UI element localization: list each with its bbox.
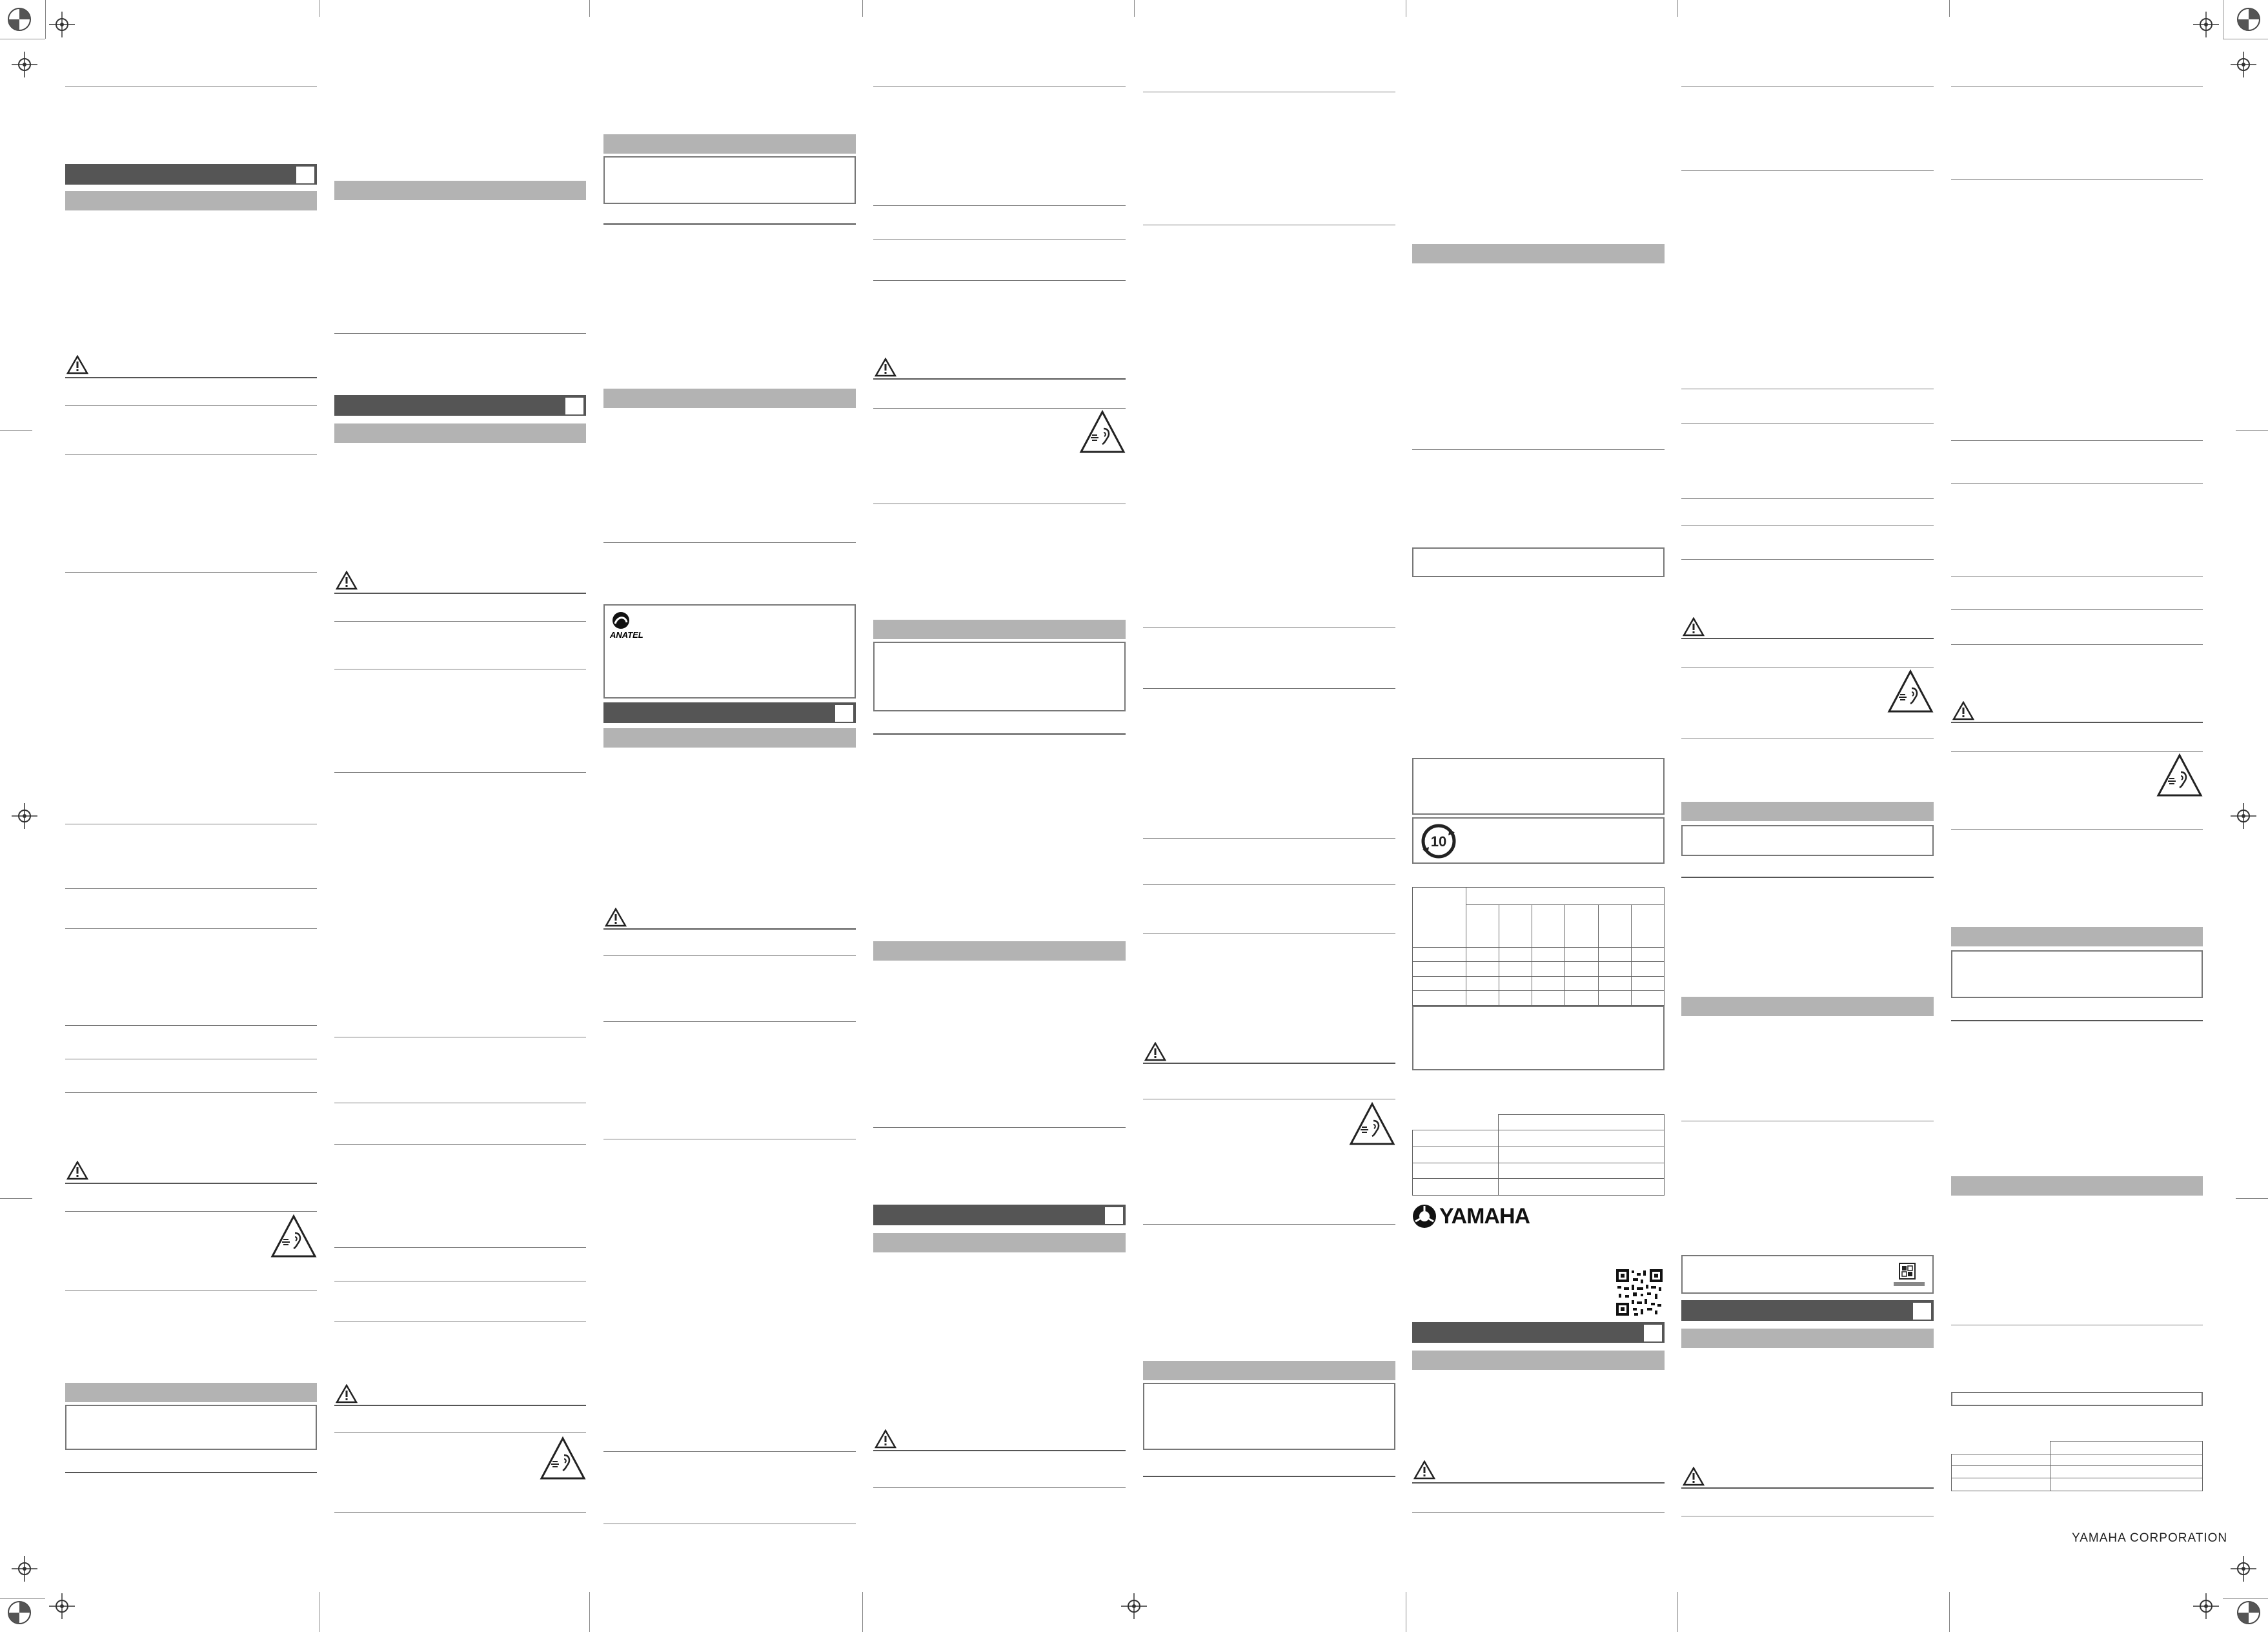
subsection-header-bar [873, 941, 1126, 961]
registration-mark-icon [2229, 1593, 2268, 1632]
crosshair-mark-icon [2193, 1593, 2219, 1619]
anatel-logo-icon [611, 611, 631, 630]
subsection-header-bar [1412, 1351, 1665, 1370]
crosshair-mark-icon [49, 12, 75, 37]
fold-mark [45, 0, 46, 39]
hearing-protection-icon [270, 1214, 317, 1260]
section-header-bar [1412, 1322, 1665, 1343]
fold-mark [589, 0, 590, 17]
fold-mark [2236, 430, 2268, 431]
crosshair-mark-icon [12, 52, 37, 77]
hearing-protection-icon [540, 1436, 586, 1482]
notice-box [1412, 547, 1665, 577]
contact-table [1951, 1441, 2203, 1491]
warning-triangle-icon [1683, 1467, 1705, 1486]
contact-table [1412, 1114, 1665, 1196]
fold-mark [862, 0, 863, 17]
notice-box [65, 1405, 317, 1450]
registration-mark-icon [0, 1593, 39, 1632]
fold-mark [1134, 0, 1135, 17]
notice-box [1143, 1383, 1395, 1450]
crosshair-mark-icon [2193, 12, 2219, 37]
recycle-notice-box [1681, 1255, 1934, 1294]
eco-notice-box [1412, 817, 1665, 864]
subsection-header-bar [1143, 1361, 1395, 1380]
subsection-header-bar [1681, 997, 1934, 1016]
crosshair-mark-icon [1121, 1593, 1147, 1619]
anatel-label: ANATEL [610, 630, 643, 640]
fold-mark [1677, 0, 1678, 17]
svg-text:10: 10 [1430, 833, 1447, 850]
subsection-header-bar [1412, 244, 1665, 263]
subsection-header-bar [603, 134, 856, 154]
crosshair-mark-icon [2231, 52, 2256, 77]
notice-box [1951, 950, 2203, 998]
warning-triangle-icon [1683, 617, 1705, 637]
subsection-header-bar [603, 389, 856, 408]
recycle-mark-icon [1899, 1263, 1916, 1280]
warning-triangle-icon [1413, 1460, 1435, 1480]
fold-mark [0, 1198, 32, 1199]
warning-triangle-icon [1144, 1042, 1166, 1061]
yamaha-logo [1412, 1203, 1530, 1229]
subsection-header-bar [1681, 1329, 1934, 1348]
warning-triangle-icon [336, 1384, 358, 1403]
eco-10-year-icon [1417, 821, 1460, 861]
subsection-header-bar [334, 423, 586, 443]
crosshair-mark-icon [12, 1556, 37, 1582]
fold-mark [862, 1592, 863, 1632]
hearing-protection-icon [1887, 669, 1934, 715]
hearing-protection-icon [2156, 753, 2203, 799]
crosshair-mark-icon [2231, 803, 2256, 829]
fold-mark [1677, 1592, 1678, 1632]
warning-triangle-icon [605, 908, 627, 927]
crosshair-mark-icon [2231, 1556, 2256, 1582]
section-header-bar [873, 1205, 1126, 1225]
warning-triangle-icon [66, 1161, 88, 1180]
subsection-header-bar [1951, 1176, 2203, 1196]
fold-mark [1949, 1592, 1950, 1632]
warning-triangle-icon [875, 1429, 896, 1449]
qr-code-icon [1615, 1268, 1664, 1317]
corporation-name: YAMAHA CORPORATION [2072, 1531, 2228, 1545]
subsection-header-bar [65, 1383, 317, 1402]
subsection-header-bar [334, 181, 586, 200]
hearing-protection-icon [1079, 409, 1126, 456]
subsection-header-bar [603, 728, 856, 748]
warning-triangle-icon [1952, 701, 1974, 720]
subsection-header-bar [1681, 802, 1934, 821]
section-header-bar [65, 164, 317, 185]
warning-triangle-icon [66, 355, 88, 374]
fold-mark [0, 1598, 45, 1599]
section-header-bar [1681, 1300, 1934, 1321]
fold-mark [0, 430, 32, 431]
registration-mark-icon [0, 0, 39, 39]
warning-triangle-icon [336, 571, 358, 590]
anatel-notice-box [603, 604, 856, 699]
yamaha-tuning-fork-icon [1412, 1204, 1437, 1229]
crosshair-mark-icon [12, 803, 37, 829]
notice-box [1681, 825, 1934, 856]
substance-table [1412, 887, 1665, 1006]
hearing-protection-icon [1349, 1101, 1395, 1148]
subsection-header-bar [873, 620, 1126, 639]
fold-mark [1949, 0, 1950, 17]
yamaha-wordmark: YAMAHA [1439, 1203, 1530, 1229]
subsection-header-bar [1951, 927, 2203, 946]
fold-mark [589, 1592, 590, 1632]
notice-box [1412, 758, 1665, 815]
notice-box [873, 642, 1126, 711]
section-header-bar [334, 395, 586, 416]
subsection-header-bar [65, 191, 317, 210]
subsection-header-bar [873, 1233, 1126, 1252]
section-header-bar [603, 702, 856, 723]
notice-box [1412, 1006, 1665, 1070]
notice-box [1951, 1392, 2203, 1406]
fold-mark [2223, 1598, 2268, 1599]
registration-mark-icon [2229, 0, 2268, 39]
warning-triangle-icon [875, 358, 896, 377]
crosshair-mark-icon [49, 1593, 75, 1619]
notice-box [603, 156, 856, 204]
fold-mark [2236, 1198, 2268, 1199]
